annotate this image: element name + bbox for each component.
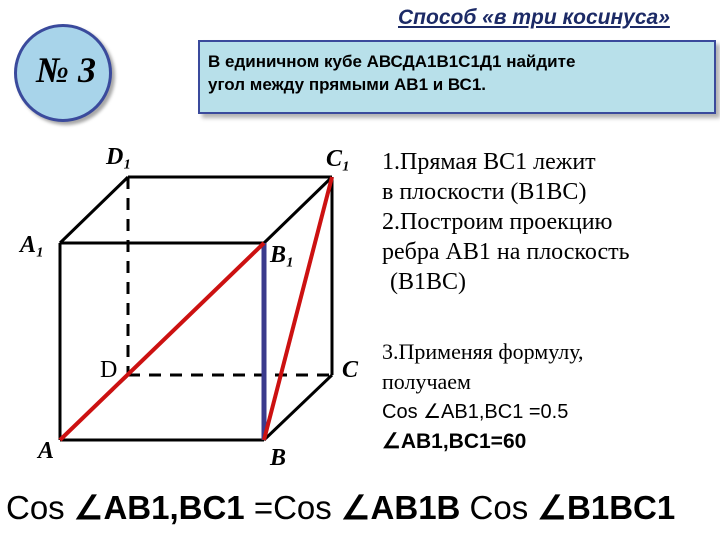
formula-angle-3: ∠B1BC1 bbox=[537, 489, 676, 526]
edge-a1-d1 bbox=[60, 177, 128, 243]
three-cosines-formula bbox=[6, 488, 675, 527]
step-2-line-2: ребра АВ1 на плоскость bbox=[382, 239, 630, 265]
solution-steps bbox=[382, 147, 630, 297]
label-b1: B₁ bbox=[270, 242, 295, 268]
formula-angle-1: ∠AB1,BC1 bbox=[73, 489, 245, 526]
label-d1: D₁ bbox=[106, 144, 132, 170]
step-2-line-1: 2.Построим проекцию bbox=[382, 209, 613, 235]
line-ab1 bbox=[60, 243, 264, 440]
formula-angle-2: ∠AB1B bbox=[340, 489, 461, 526]
label-d: D bbox=[100, 357, 118, 383]
label-c1: C₁ bbox=[326, 146, 351, 172]
step-1-line-1: 1.Прямая ВС1 лежит bbox=[382, 149, 596, 175]
label-a1: A₁ bbox=[20, 232, 45, 258]
task-line-2: угол между прямыми АВ1 и ВС1. bbox=[208, 75, 487, 94]
task-line-1: В единичном кубе АВСДА1В1С1Д1 найдите bbox=[208, 52, 576, 71]
step-3-line-3: Cos ∠AB1,BC1 =0.5 bbox=[382, 401, 569, 423]
step-2-line-3: (В1ВС) bbox=[390, 269, 467, 295]
label-a: A bbox=[38, 438, 55, 464]
task-number: № 3 bbox=[36, 50, 96, 90]
formula-eq: =Cos bbox=[244, 489, 341, 526]
label-c: C bbox=[342, 357, 359, 383]
label-b: B bbox=[270, 445, 287, 471]
slide-title: Способ «в три косинуса» bbox=[398, 6, 670, 29]
formula-cos-3: Cos bbox=[460, 489, 538, 526]
step-3-line-4: ∠AB1,BC1=60 bbox=[382, 430, 527, 453]
step-3-line-1: 3.Применяя формулу, bbox=[382, 339, 584, 364]
step-3-line-2: получаем bbox=[382, 369, 471, 394]
formula-cos-1: Cos bbox=[6, 489, 74, 526]
line-bc1 bbox=[264, 177, 332, 440]
step-1-line-2: в плоскости (В1ВС) bbox=[382, 179, 587, 205]
solution-step-3 bbox=[382, 337, 584, 457]
